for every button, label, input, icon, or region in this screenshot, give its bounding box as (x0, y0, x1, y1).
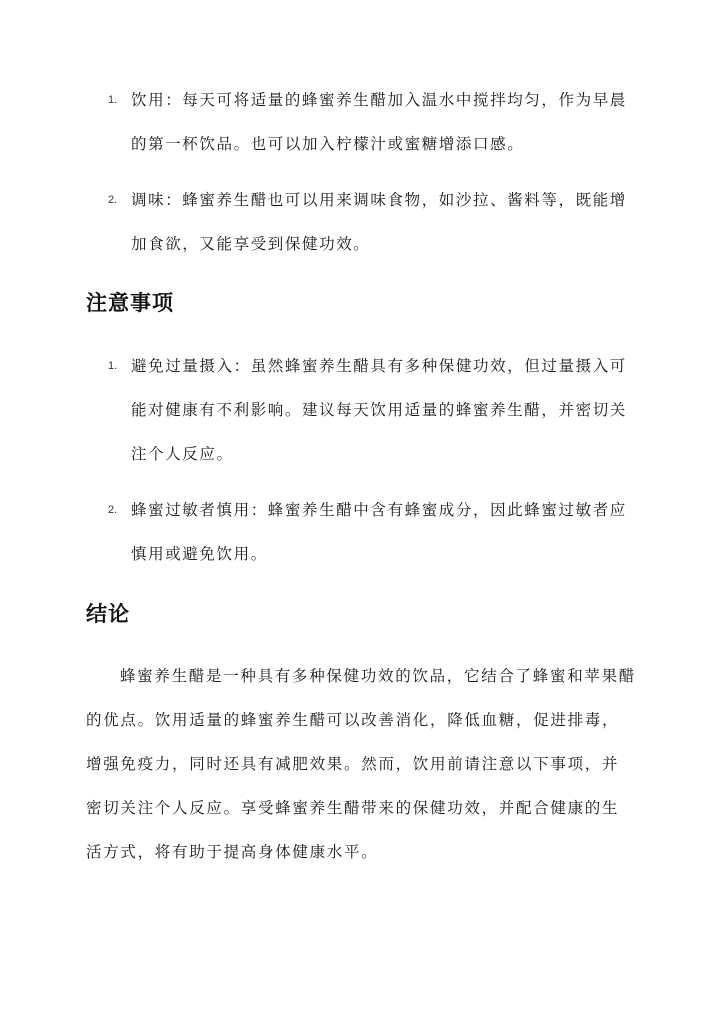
list-number: 1. (108, 360, 118, 372)
list-text: 调味：蜂蜜养生醋也可以用来调味食物，如沙拉、酱料等，既能增加食欲，又能享受到保健功效。 (131, 191, 627, 253)
list-text: 饮用：每天可将适量的蜂蜜养生醋加入温水中搅拌均匀，作为早晨的第一杯饮品。也可以加入柠檬汁或蜜糖增添口感。 (131, 91, 627, 153)
list-number: 2. (108, 194, 118, 206)
list-text: 蜂蜜过敏者慎用：蜂蜜养生醋中含有蜂蜜成分，因此蜂蜜过敏者应慎用或避免饮用。 (131, 501, 627, 563)
list-number: 2. (108, 504, 118, 516)
list-text: 避免过量摄入：虽然蜂蜜养生醋具有多种保健功效，但过量摄入可能对健康有不利影响。建议每天饮用适量的蜂蜜养生醋，并密切关注个人反应。 (131, 357, 627, 463)
list-number: 1. (108, 94, 118, 106)
conclusion-paragraph: 蜂蜜养生醋是一种具有多种保健功效的饮品，它结合了蜂蜜和苹果醋的优点。饮用适量的蜂蜜养生醋可以改善消化，降低血糖，促进排毒，增强免疫力，同时还具有减肥效果。然而，饮用前请注意以下事项，并密切关注个人反应。享受蜂蜜养生醋带来的保健功效，并配合健康的生活方式，将有助于提高身体健康水平。 (86, 667, 637, 861)
section-heading-conclusion: 结论 (86, 601, 130, 626)
section-heading-precautions: 注意事项 (86, 290, 174, 315)
